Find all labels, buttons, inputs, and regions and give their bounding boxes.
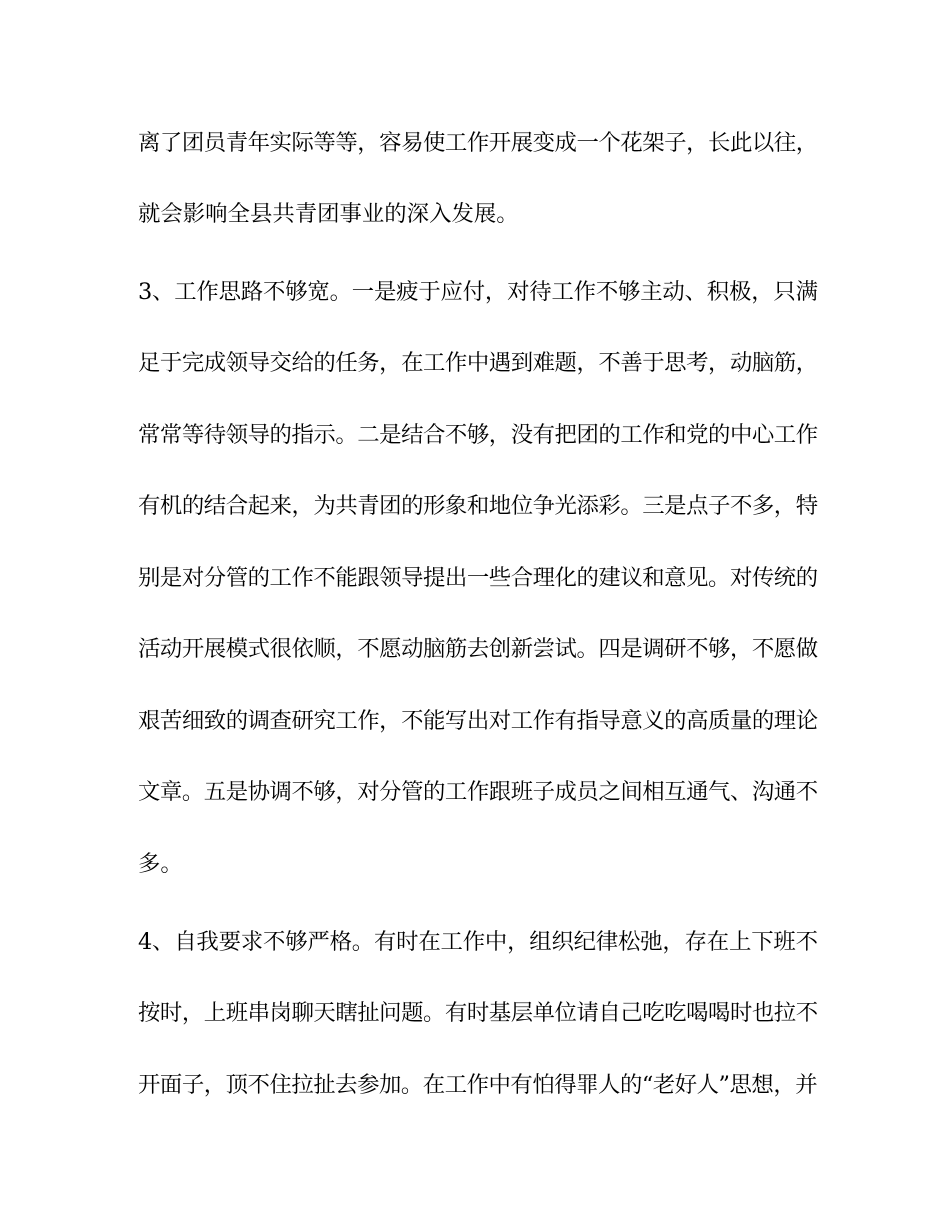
text-line: 足于完成领导交给的任务，在工作中遇到难题，不善于思考，动脑筋， [138,350,818,376]
text-line: 4、自我要求不够严格。有时在工作中，组织纪律松弛，存在上下班不 [138,929,818,955]
text-line: 别是对分管的工作不能跟领导提出一些合理化的建议和意见。对传统的 [138,565,818,591]
text-line: 多。 [138,851,183,877]
text-line: 3、工作思路不够宽。一是疲于应付，对待工作不够主动、积极，只满 [138,279,818,305]
text-line: 就会影响全县共青团事业的深入发展。 [138,201,519,227]
text-line: 常常等待领导的指示。二是结合不够，没有把团的工作和党的中心工作 [138,422,818,448]
text-line: 按时，上班串岗聊天瞎扯问题。有时基层单位请自己吃吃喝喝时也拉不 [138,1000,818,1026]
text-line: 艰苦细致的调查研究工作，不能写出对工作有指导意义的高质量的理论 [138,708,818,734]
text-line: 开面子，顶不住拉扯去参加。在工作中有怕得罪人的“老好人”思想，并 [138,1072,818,1098]
text-line: 文章。五是协调不够，对分管的工作跟班子成员之间相互通气、沟通不 [138,779,818,805]
text-line: 有机的结合起来，为共青团的形象和地位争光添彩。三是点子不多，特 [138,493,818,519]
text-line: 活动开展模式很依顺，不愿动脑筋去创新尝试。四是调研不够，不愿做 [138,636,818,662]
text-line: 离了团员青年实际等等，容易使工作开展变成一个花架子，长此以往， [138,130,818,156]
